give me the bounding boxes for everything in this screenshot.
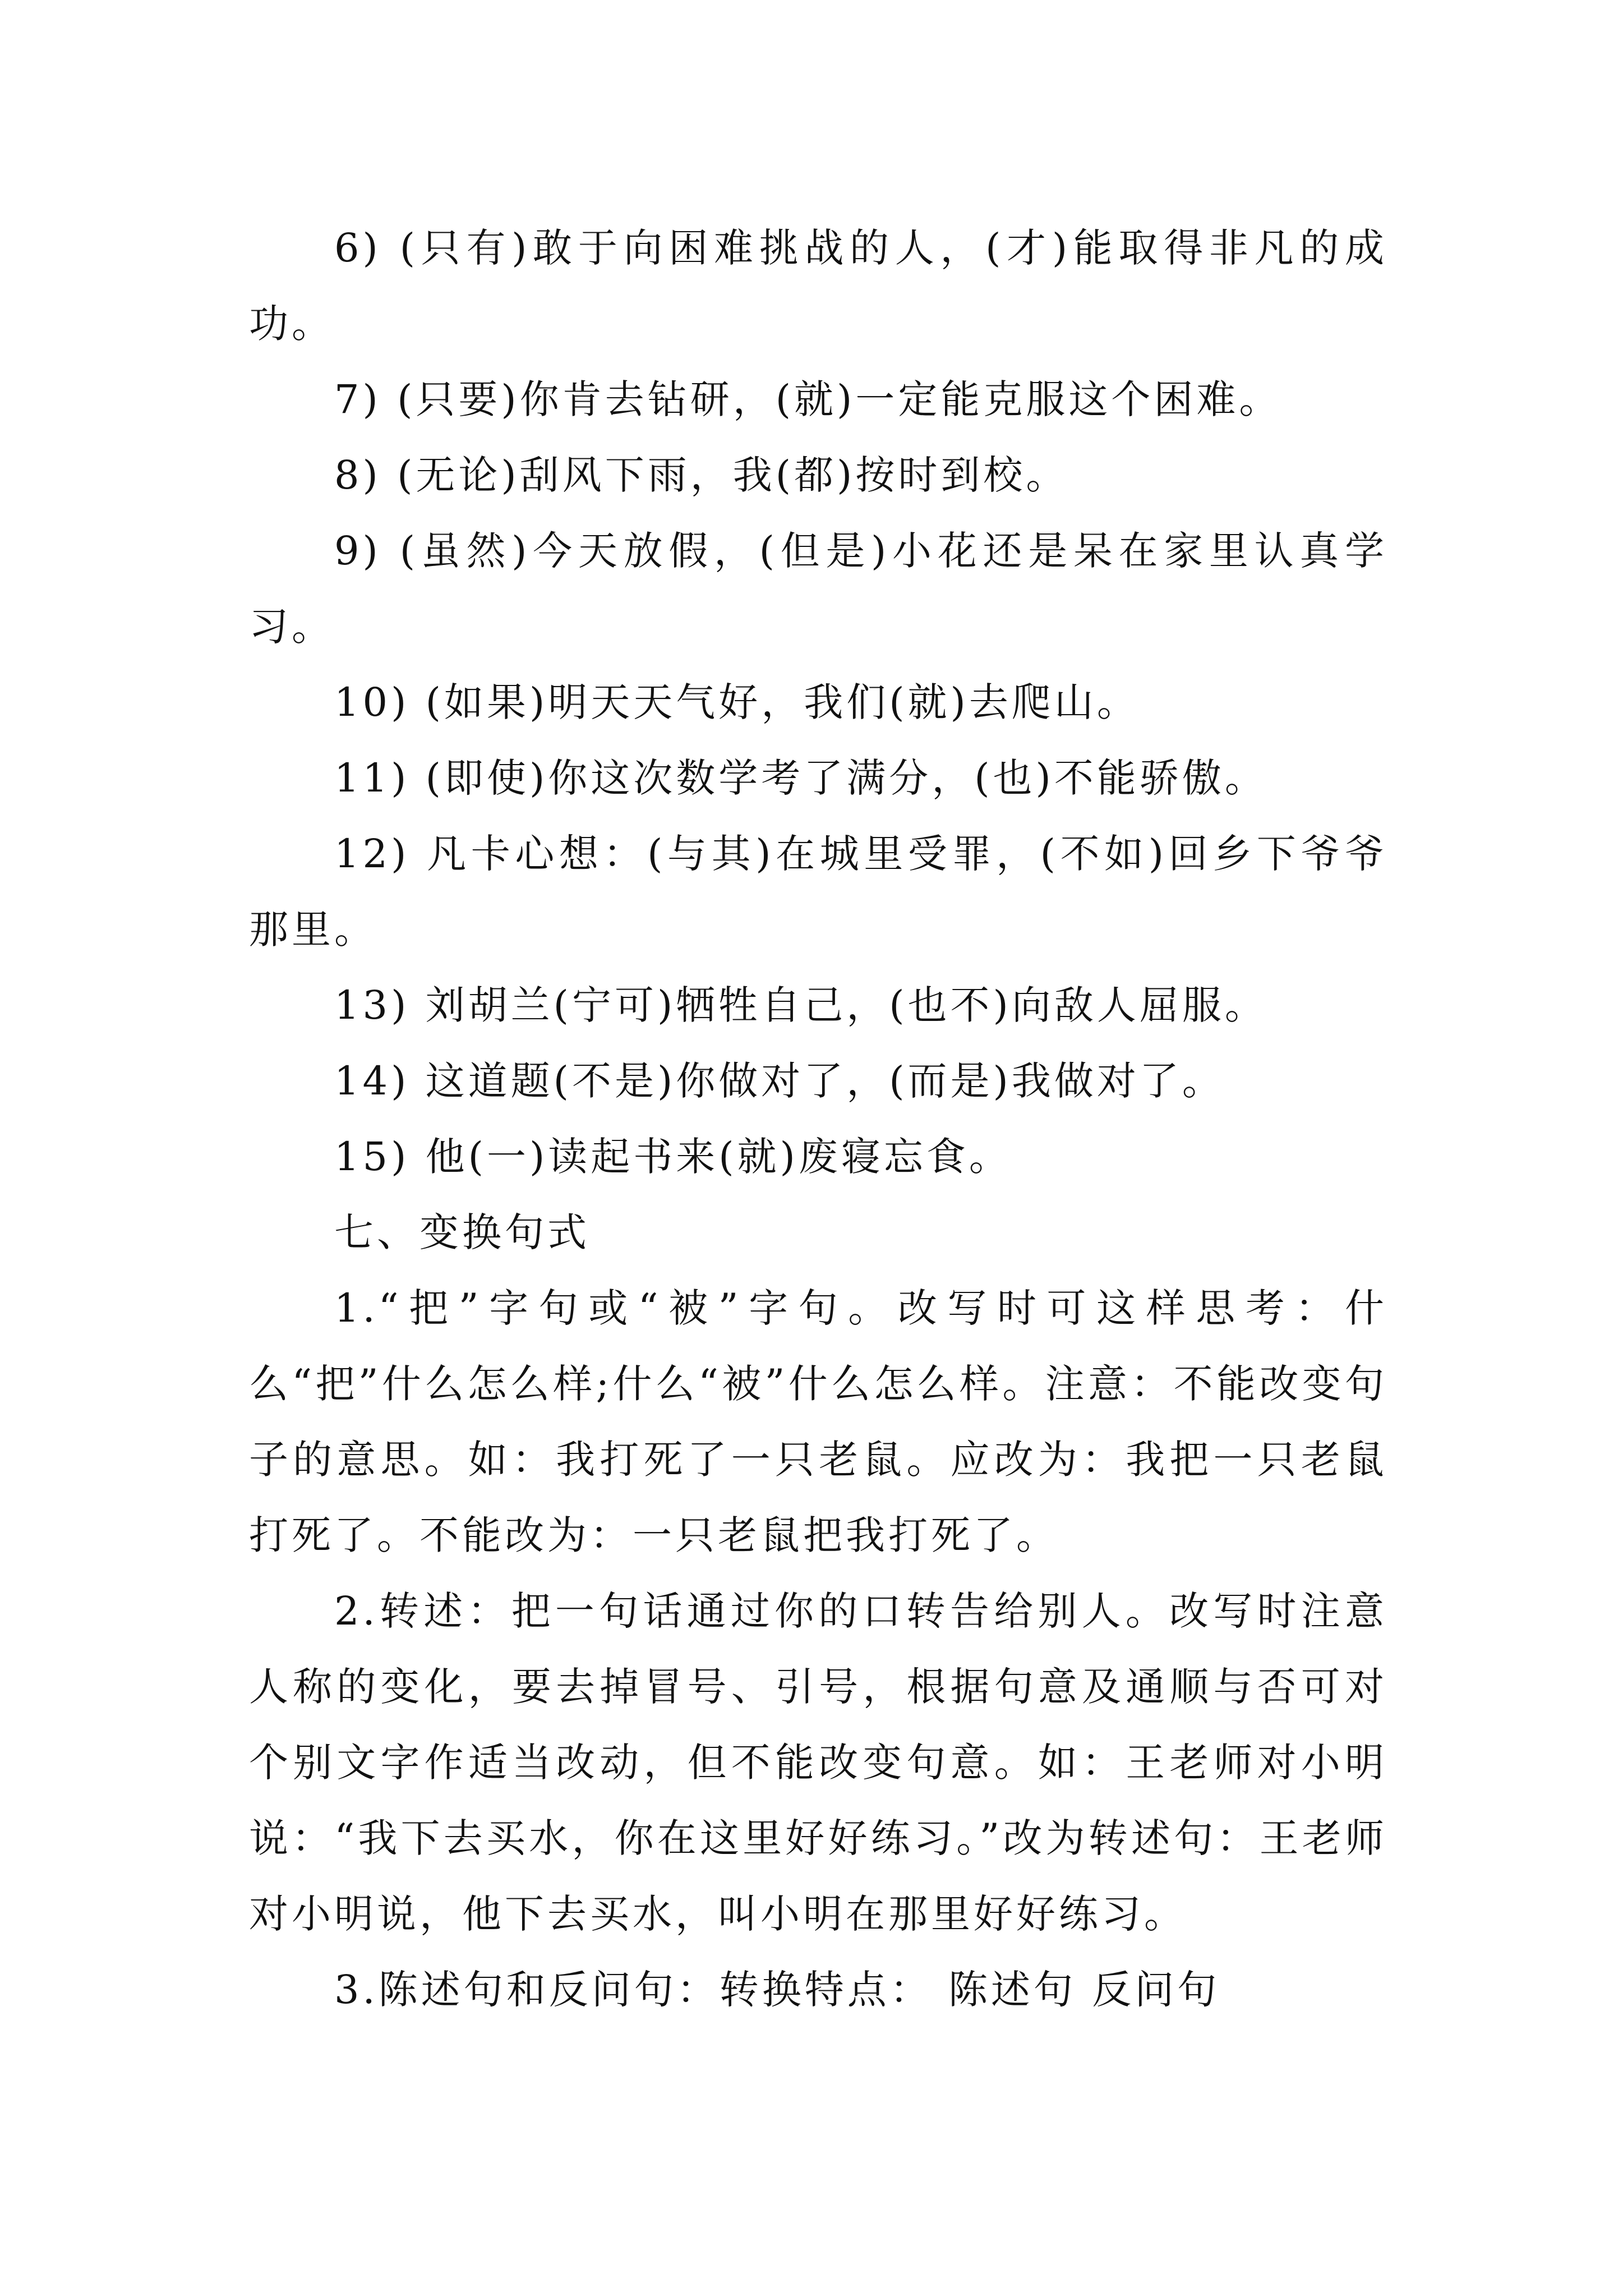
paragraph-item-6: 6) (只有)敢于向困难挑战的人，(才)能取得非凡的成功。 xyxy=(249,225,1387,347)
paragraph-item-7: 7) (只要)你肯去钻研，(就)一定能克服这个困难。 xyxy=(334,376,1282,422)
paragraph-item-14: 14) 这道题(不是)你做对了，(而是)我做对了。 xyxy=(334,1058,1225,1104)
paragraph-item-11: 11) (即使)你这次数学考了满分，(也)不能骄傲。 xyxy=(334,755,1267,801)
paragraph-item-9: 9) (虽然)今天放假，(但是)小花还是呆在家里认真学习。 xyxy=(249,528,1387,650)
paragraph-item-12: 12) 凡卡心想：(与其)在城里受罪，(不如)回乡下爷爷那里。 xyxy=(249,831,1387,953)
section-heading: 七、变换句式 xyxy=(334,1209,590,1255)
paragraph-ba-bei-sentence: 1.“把”字句或“被”字句。改写时可这样思考：什么“把”什么怎么样;什么“被”什么怎么样。注意：不能改变句子的意思。如：我打死了一只老鼠。应改为：我把一只老鼠打死了。不能改为：一只老鼠把我打死了。 xyxy=(249,1285,1387,1558)
paragraph-item-8: 8) (无论)刮风下雨，我(都)按时到校。 xyxy=(334,452,1069,498)
paragraph-item-10: 10) (如果)明天天气好，我们(就)去爬山。 xyxy=(334,679,1140,725)
paragraph-reported-speech: 2.转述：把一句话通过你的口转告给别人。改写时注意人称的变化，要去掉冒号、引号，根据句意及通顺与否可对个别文字作适当改动，但不能改变句意。如：王老师对小明说：“我下去买水，你在这里好好练习。”改为转述句：王老师对小明说，他下去买水，叫小明在那里好好练习。 xyxy=(249,1588,1387,1937)
paragraph-declarative-rhetorical: 3.陈述句和反问句：转换特点： 陈述句 反问句 xyxy=(334,1967,1220,2013)
paragraph-item-13: 13) 刘胡兰(宁可)牺牲自己，(也不)向敌人屈服。 xyxy=(334,982,1267,1028)
paragraph-item-15: 15) 他(一)读起书来(就)废寝忘食。 xyxy=(334,1134,1012,1180)
document-body xyxy=(249,210,1387,2028)
